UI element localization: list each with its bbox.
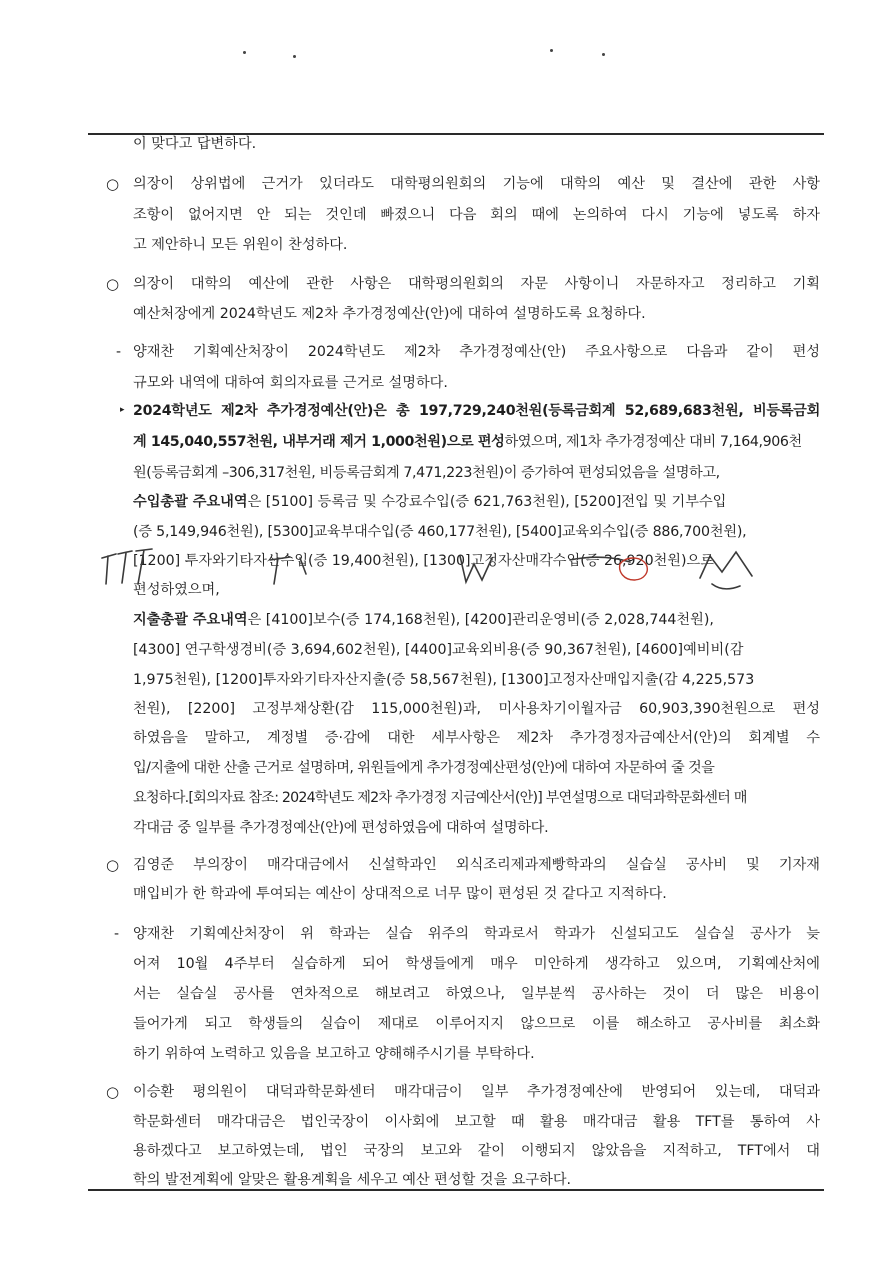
text-line: 용하겠다고 보고하였는데, 법인 국장의 보고와 같이 이행되지 않았음을 지적하고, TFT에서 대: [133, 1143, 820, 1159]
text-line: 어져 10월 4주부터 실습하게 되어 학생들에게 매우 미안하게 생각하고 있으며, 기획예산처에: [133, 956, 820, 972]
text-line: 천원), [2200] 고정부채상환(감 115,000천원)과, 미사용차기이월자금 60,903,390천원으로 편성: [133, 701, 820, 717]
bullet-circle-icon: ○: [106, 275, 120, 293]
bullet-circle-icon: ○: [106, 1083, 120, 1101]
scan-dot: [243, 51, 246, 54]
text-line: 양재찬 기획예산처장이 2024학년도 제2차 추가경정예산(안) 주요사항으로 다음과 같이 편성: [133, 344, 820, 360]
bullet-dash-icon: -: [114, 926, 120, 942]
text-line: 의장이 대학의 예산에 관한 사항은 대학평의원회의 자문 사항이니 자문하자고 정리하고 기획: [133, 276, 820, 292]
text-line: 이승환 평의원이 대덕과학문화센터 매각대금이 일부 추가경정예산에 반영되어 있는데, 대덕과: [133, 1084, 820, 1100]
bullet-triangle-icon: ▸: [120, 405, 125, 415]
bullet-circle-icon: ○: [106, 856, 120, 874]
scan-dot: [293, 55, 296, 58]
text-line: 학의 발전계획에 알맞은 활용계획을 세우고 예산 편성할 것을 요구하다.: [133, 1172, 572, 1188]
text-line: 김영준 부의장이 매각대금에서 신설학과인 외식조리제과제빵학과의 실습실 공사비 및 기자재: [133, 857, 820, 873]
bullet-circle-icon: ○: [106, 175, 120, 193]
text-line: [133, 492, 726, 512]
text-line: 고 제안하니 모든 위원이 찬성하다.: [133, 237, 348, 253]
text-line: 하기 위하여 노력하고 있음을 보고하고 양해해주시기를 부탁하다.: [133, 1046, 535, 1062]
text-line: [133, 432, 820, 452]
bullet-dash-icon: -: [116, 344, 122, 360]
text-line: 매입비가 한 학과에 투여되는 예산이 상대적으로 너무 많이 편성된 것 같다고 지적하다.: [133, 886, 667, 902]
text-line: 양재찬 기획예산처장이 위 학과는 실습 위주의 학과로서 학과가 신설되고도 실습실 공사가 늦: [133, 926, 820, 942]
text-line-bold: 2024학년도 제2차 추가경정예산(안)은 총 197,729,240천원(등록금회계 52,689,683천원, 비등록금회: [133, 403, 820, 419]
budget-total-bold: 계 145,040,557천원, 내부거래 제거 1,000천원)으로 편성: [133, 434, 505, 450]
scan-dot: [602, 53, 605, 56]
text-line: 들어가게 되고 학생들의 실습이 제대로 이루어지지 않으므로 이를 해소하고 공사비를 최소화: [133, 1016, 820, 1032]
expenditure-heading: 지출총괄 주요내역: [133, 612, 248, 628]
text-line: 편성하였으며,: [133, 582, 220, 598]
revenue-heading: 수입총괄 주요내역: [133, 494, 248, 510]
text-line: 이 맞다고 답변하다.: [133, 136, 257, 152]
text-line: 각대금 중 일부를 추가경정예산(안)에 편성하였음에 대하여 설명하다.: [133, 820, 549, 836]
text-line: 서는 실습실 공사를 연차적으로 해보려고 하였으나, 일부분씩 공사하는 것이 더 많은 비용이: [133, 986, 820, 1002]
scan-dot: [550, 49, 553, 52]
text-line: 예산처장에게 2024학년도 제2차 추가경정예산(안)에 대하여 설명하도록 요청하다.: [133, 306, 646, 322]
text-line: 하였음을 말하고, 계정별 증·감에 대한 세부사항은 제2차 추가경정자금예산서(안)의 회계별 수: [133, 730, 820, 746]
text-line: 학문화센터 매각대금은 법인국장이 이사회에 보고할 때 활용 매각대금 활용 TFT를 통하여 사: [133, 1114, 820, 1130]
text-line: 입/지출에 대한 산출 근거로 설명하며, 위원들에게 추가경정예산편성(안)에 대하여 자문하여 줄 것을: [133, 760, 715, 776]
revenue-text: 은 [5100] 등록금 및 수강료수입(증 621,763천원), [5200]전입 및 기부수입: [247, 494, 727, 510]
text-line: [133, 610, 714, 630]
text-line: 원(등록금회계 –306,317천원, 비등록금회계 7,471,223천원)이 증가하여 편성되었음을 설명하고,: [133, 465, 720, 481]
bottom-rule: [88, 1189, 824, 1191]
text-line: 규모와 내역에 대하여 회의자료를 근거로 설명하다.: [133, 375, 448, 391]
text-line: 1,975천원), [1200]투자와기타자산지출(증 58,567천원), [1300]고정자산매입지출(감 4,225,573: [133, 672, 755, 688]
text-line: [1200] 투자와기타자산수입(증 19,400천원), [1300]고정자산매각수입(증 26,920천원)으로: [133, 553, 714, 569]
text-line: 조항이 없어지면 안 되는 것인데 빠졌으니 다음 회의 때에 논의하여 다시 기능에 넣도록 하자: [133, 207, 820, 223]
text-line: (증 5,149,946천원), [5300]교육부대수입(증 460,177천원), [5400]교육외수입(증 886,700천원),: [133, 524, 747, 540]
text-line: 요청하다.[회의자료 참조: 2024학년도 제2차 추가경정 지금예산서(안)] 부연설명으로 대덕과학문화센터 매: [133, 790, 747, 806]
expenditure-text: 은 [4100]보수(증 174,168천원), [4200]관리운영비(증 2,028,744천원),: [247, 612, 714, 628]
text-line: 의장이 상위법에 근거가 있더라도 대학평의원회의 기능에 대학의 예산 및 결산에 관한 사항: [133, 176, 820, 192]
budget-total-rest: 하였으며, 제1차 추가경정예산 대비 7,164,906천: [504, 434, 802, 450]
text-line: [4300] 연구학생경비(증 3,694,602천원), [4400]교육외비용(증 90,367천원), [4600]예비비(감: [133, 642, 744, 658]
